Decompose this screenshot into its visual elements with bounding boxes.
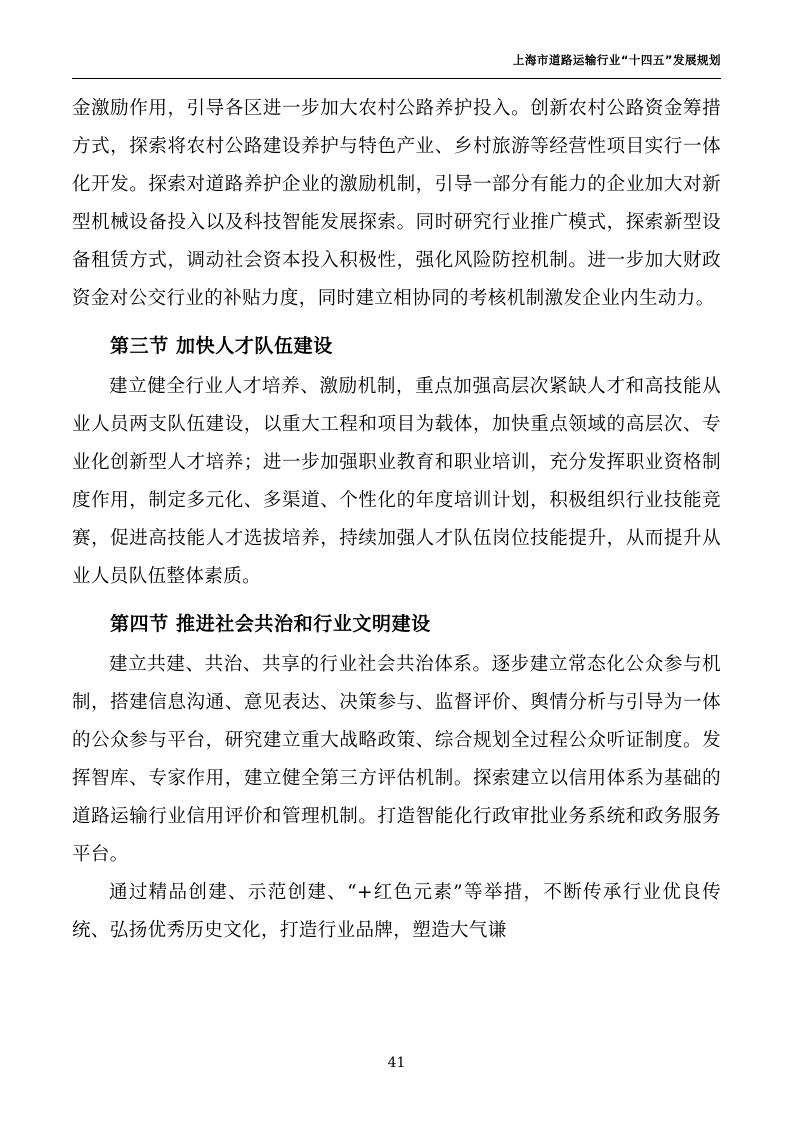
section-heading-four: 第四节 推进社会共治和行业文明建设: [110, 613, 431, 635]
section-heading-three: 第三节 加快人才队伍建设: [110, 335, 333, 357]
page-number: 41: [387, 1055, 406, 1071]
page-body: [72, 90, 721, 950]
header-divider: [72, 78, 721, 79]
running-header: 上海市道路运输行业“十四五”发展规划: [512, 53, 721, 67]
paragraph-continued: 金激励作用，引导各区进一步加大农村公路养护投入。创新农村公路资金筹措方式，探索将农村公路建设养护与特色产业、乡村旅游等经营性项目实行一体化开发。探索对道路养护企业的激励机制，引导一部分有能力的企业加大对新型机械设备投入以及科技智能发展探索。同时研究行业推广模式，探索新型设备租赁方式，调动社会资本投入积极性，强化风险防控机制。进一步加大财政资金对公交行业的补贴力度，同时建立相协同的考核机制激发企业内生动力。: [72, 98, 721, 309]
section-four-paragraph-two: 通过精品创建、示范创建、“+红色元素”等举措，不断传承行业优良传统、弘扬优秀历史文化，打造行业品牌，塑造大气谦: [72, 882, 721, 941]
section-three-paragraph: 建立健全行业人才培养、激励机制，重点加强高层次紧缺人才和高技能从业人员两支队伍建设，以重大工程和项目为载体，加快重点领域的高层次、专业化创新型人才培养；进一步加强职业教育和职业培训，充分发挥职业资格制度作用，制定多元化、多渠道、个性化的年度培训计划，积极组织行业技能竞赛，促进高技能人才选拔培养，持续加强人才队伍岗位技能提升，从而提升从业人员队伍整体素质。: [72, 376, 721, 587]
section-four-paragraph-one: 建立共建、共治、共享的行业社会共治体系。逐步建立常态化公众参与机制，搭建信息沟通、意见表达、决策参与、监督评价、舆情分析与引导为一体的公众参与平台，研究建立重大战略政策、综合规划全过程公众听证制度。发挥智库、专家作用，建立健全第三方评估机制。探索建立以信用体系为基础的道路运输行业信用评价和管理机制。打造智能化行政审批业务系统和政务服务平台。: [72, 654, 721, 865]
